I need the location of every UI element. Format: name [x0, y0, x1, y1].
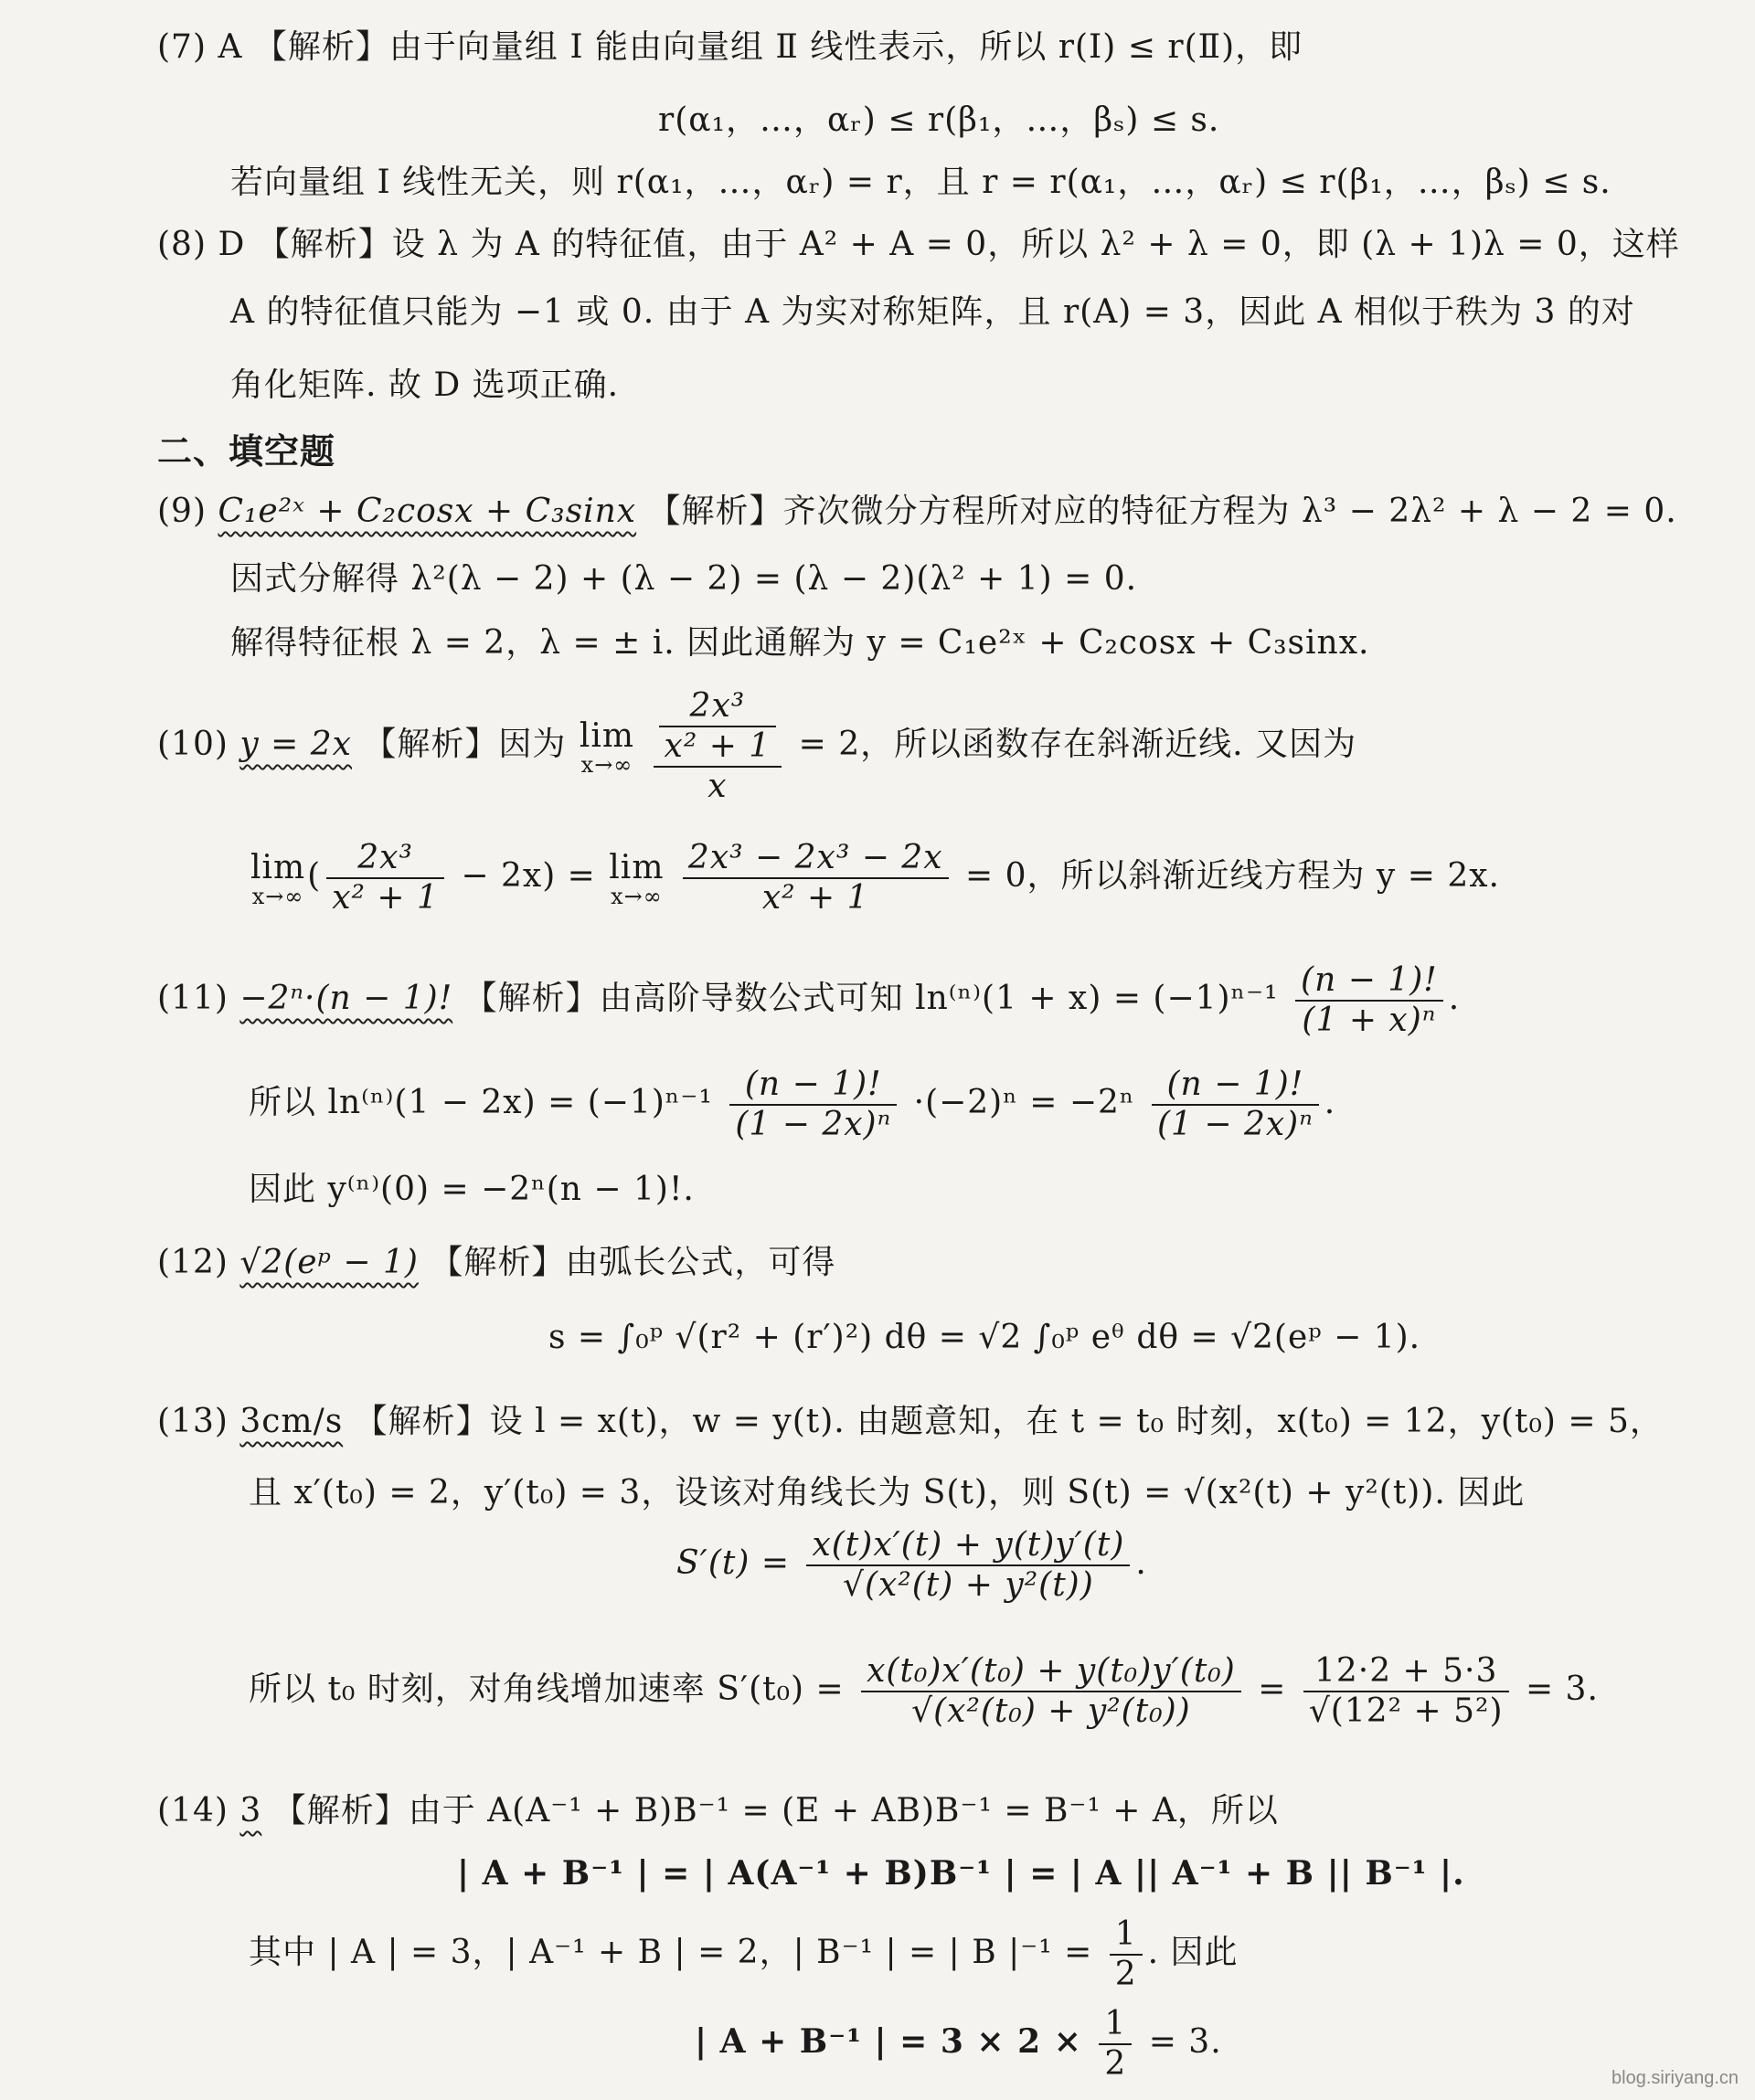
q10-after: = 2，所以函数存在斜渐近线. 又因为 [798, 726, 1357, 763]
q8-line3: 角化矩阵. 故 D 选项正确. [230, 366, 620, 404]
q14-number: (14) [157, 1792, 229, 1830]
q10-answer: y = 2x [239, 726, 352, 763]
q11-fraction-1: $\frac{(n - 1)!}{\text{(1 + x)ⁿ}}$ [1295, 961, 1443, 1040]
q8-line2: A 的特征值只能为 −1 或 0. 由于 A 为实对称矩阵，且 r(A) = 3，因此 A 相似于秩为 3 的对 [230, 293, 1635, 331]
q9-line1 [157, 490, 1677, 534]
q13-line4: 所以 t₀ 时刻，对角线增加速率 S′(t₀) = $\frac{\text{x(t₀)x′(t₀) + y(t₀)y′(t₀)}}{\text{√(x²(t₀) + y²(t₀))}}$ = $\frac{12\cdot 2 + 5\cdot 3}{\text{√(12² + 5²)}}$ = 3. [249, 1652, 1599, 1730]
q14-line2: | A + B⁻¹ | = | A(A⁻¹ + B)B⁻¹ | = | A || A⁻¹ + B || B⁻¹ |. [457, 1854, 1465, 1893]
q10-inner-fraction: $\frac{\text{2x³}}{\text{x² + 1}}$ [659, 687, 777, 766]
q10-fraction-3: $\frac{\text{2x³ − 2x³ − 2x}}{\text{x² + 1}}$ [683, 839, 949, 917]
q10-compound-fraction: $\frac{\frac{\text{2x³}}{\text{x² + 1}}}{x}$ [654, 687, 782, 806]
q13-analysis: 【解析】设 l = x(t)，w = y(t). 由题意知，在 t = t₀ 时刻，x(t₀) = 12，y(t₀) = 5， [354, 1403, 1664, 1440]
q12-number: (12) [157, 1244, 229, 1281]
limit-symbol: lim [579, 717, 635, 755]
q12-line1 [157, 1241, 835, 1285]
q9-number: (9) [157, 493, 207, 530]
q11-number: (11) [157, 980, 229, 1017]
q14-line4: | A + B⁻¹ | = 3 × 2 × $\frac{1}{2}$ = 3. [695, 2005, 1222, 2083]
section-title: 二、填空题 [157, 430, 336, 472]
q8-line1: (8) D 【解析】设 λ 为 A 的特征值，由于 A² + A = 0，所以 λ² + λ = 0，即 (λ + 1)λ = 0，这样 [157, 226, 1680, 263]
watermark: blog.siriyang.cn [1611, 2068, 1739, 2088]
q11-answer: −2ⁿ·(n − 1)! [239, 980, 453, 1017]
q9-line3: 解得特征根 λ = 2，λ = ± i. 因此通解为 y = C₁e²ˣ + C₂cosx + C₃sinx. [230, 624, 1370, 662]
q11-analysis: 【解析】由高阶导数公式可知 ln⁽ⁿ⁾(1 + x) = (−1)ⁿ⁻¹ [463, 980, 1279, 1017]
q13-value-fraction: $\frac{12\cdot 2 + 5\cdot 3}{\text{√(12² + 5²)}}$ [1303, 1652, 1509, 1731]
q11-line2: 所以 ln⁽ⁿ⁾(1 − 2x) = (−1)ⁿ⁻¹ $\frac{(n - 1)!}{\text{(1 − 2x)ⁿ}}$ ·(−2)ⁿ = −2ⁿ $\frac{(n - 1)!}{\text{(1 − 2x)ⁿ}}$ . [249, 1066, 1336, 1143]
q10-limit-3: lim x→∞ [609, 849, 665, 909]
q13-line2: 且 x′(t₀) = 2，y′(t₀) = 3，设该对角线长为 S(t)，则 S(t) = √(x²(t) + y²(t)). 因此 [249, 1474, 1526, 1511]
q14-final-fraction: $\frac{1}{2}$ [1099, 2005, 1132, 2084]
q13-line1 [157, 1400, 1664, 1444]
q12-answer: √2(eᵖ − 1) [239, 1244, 419, 1281]
limit-sub: x→∞ [580, 752, 633, 778]
q10-number: (10) [157, 726, 229, 763]
q12-analysis: 【解析】由弧长公式，可得 [430, 1244, 836, 1281]
q11-fraction-3: $\frac{(n - 1)!}{\text{(1 − 2x)ⁿ}}$ [1152, 1066, 1319, 1144]
q9-line2: 因式分解得 λ²(λ − 2) + (λ − 2) = (λ − 2)(λ² + 1) = 0. [230, 560, 1138, 598]
q14-line1 [157, 1789, 1279, 1833]
q13-derivative-fraction: $\frac{x(t)x'(t) + y(t)y'(t)}{\text{√(x²(t) + y²(t))}}$ [806, 1526, 1130, 1605]
q12-line2: s = ∫₀ᵖ √(r² + (r′)²) dθ = √2 ∫₀ᵖ eᶿ dθ = √2(eᵖ − 1). [548, 1319, 1421, 1356]
q10-line1 [157, 687, 1356, 806]
q9-answer: C₁e²ˣ + C₂cosx + C₃sinx [218, 493, 637, 530]
q14-analysis: 【解析】由于 A(A⁻¹ + B)B⁻¹ = (E + AB)B⁻¹ = B⁻¹ + A，所以 [272, 1792, 1279, 1830]
q7-line2: r(α₁，…，αᵣ) ≤ r(β₁，…，βₛ) ≤ s. [658, 101, 1220, 139]
q13-line3: S′(t) = $\frac{x(t)x'(t) + y(t)y'(t)}{\text{√(x²(t) + y²(t))}}$ . [676, 1526, 1147, 1604]
q13-rate-fraction: $\frac{\text{x(t₀)x′(t₀) + y(t₀)y′(t₀)}}{\text{√(x²(t₀) + y²(t₀))}}$ [861, 1652, 1241, 1731]
q10-tag: 【解析】因为 [363, 726, 567, 763]
q9-analysis: 【解析】齐次微分方程所对应的特征方程为 λ³ − 2λ² + λ − 2 = 0. [647, 493, 1677, 530]
q11-fraction-2: $\frac{(n - 1)!}{\text{(1 − 2x)ⁿ}}$ [729, 1066, 897, 1144]
q14-half-fraction: $\frac{1}{2}$ [1110, 1915, 1143, 1994]
q10-limit-2: lim x→∞ [250, 849, 306, 909]
q14-line3: 其中 | A | = 3，| A⁻¹ + B | = 2，| B⁻¹ | = | B |⁻¹ = $\frac{1}{2}$ . 因此 [249, 1915, 1239, 1993]
q7-line3: 若向量组 Ⅰ 线性无关，则 r(α₁，…，αᵣ) = r，且 r = r(α₁，…，αᵣ) ≤ r(β₁，…，βₛ) ≤ s. [230, 164, 1611, 201]
q10-line2: lim x→∞ ( $\frac{\text{2x³}}{\text{x² + 1}}$ − 2x) = lim x→∞ $\frac{\text{2x³ − 2x³ − 2x}}{\text{x² + 1}}$ = 0，所以斜渐近线方程为 y = 2x. [250, 839, 1500, 917]
q13-number: (13) [157, 1403, 229, 1440]
q14-answer: 3 [239, 1792, 262, 1830]
q7-line1: (7) A 【解析】由于向量组 Ⅰ 能由向量组 Ⅱ 线性表示，所以 r(Ⅰ) ≤ r(Ⅱ)，即 [157, 28, 1303, 66]
q10-limit [579, 717, 635, 778]
q10-fraction-2: $\frac{\text{2x³}}{\text{x² + 1}}$ [326, 839, 444, 917]
q11-line3: 因此 y⁽ⁿ⁾(0) = −2ⁿ(n − 1)!. [249, 1171, 695, 1208]
q13-answer: 3cm/s [239, 1403, 344, 1440]
q11-line1: (11) −2ⁿ·(n − 1)! 【解析】由高阶导数公式可知 ln⁽ⁿ⁾(1 + x) = (−1)ⁿ⁻¹ $\frac{(n - 1)!}{\text{(1 + x)ⁿ}}$ . [157, 961, 1461, 1039]
